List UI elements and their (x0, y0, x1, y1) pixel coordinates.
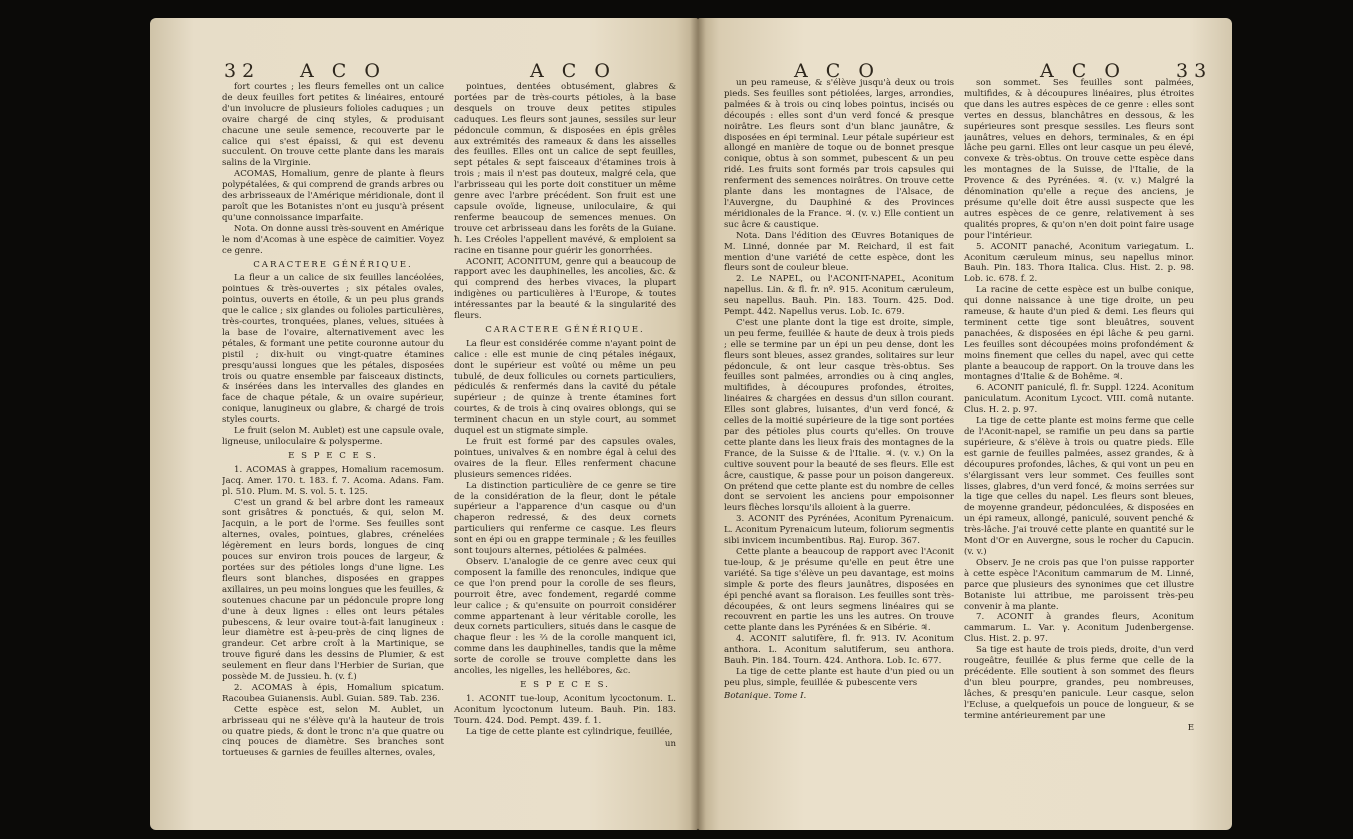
paragraph: Le fruit est formé par des capsules ovales, pointues, univalves & en nombre égal à celui des ovaires de la fleur. Elles renferment chacune plusieurs semences ridées. (454, 437, 676, 480)
right-columns (724, 78, 1194, 820)
running-head-right-2: A C O (1040, 60, 1126, 82)
paragraph: Cette espèce est, selon M. Aublet, un arbrisseau qui ne s'élève qu'à la hauteur de trois ou quatre pieds, & dont le tronc n'a que quatre ou cinq pouces de diamètre. Ses branches sont tortueuses & garnies de feuilles alternes, ovales, (222, 704, 444, 759)
paragraph: 5. ACONIT panaché, Aconitum variegatum. L. Aconitum cæruleum minus, seu napellus minor. Bauh. Pin. 183. Thora Italica. Clus. Hist. 2. p. 98. Lob. ic. 678. f. 2. (964, 241, 1194, 285)
paragraph: C'est une plante dont la tige est droite, simple, un peu ferme, feuillée & haute de deux à trois pieds ; elle se termine par un épi un peu dense, dont les fleurs sont bleues, assez grandes, solitaires sur leur pédoncule, & ont leur casque très-obtus. Ses feuilles sont palmées, arrondies ou à cinq angles, multifides, à découpures profondes, étroites, linéaires & chargées en dessus d'un sillon courant. Elles sont glabres, luisantes, d'un verd foncé, & celles de la moitié supérieure de la tige sont portées par des pétioles plus courts qu'elles. On trouve cette plante dans les lieux frais des montagnes de la France, de la Suisse & de l'Italie. ♃. (v. v.) On la cultive souvent pour la beauté de ses fleurs. Elle est âcre, caustique, & passe pour un poison dangereux. On prétend que cette plante est du nombre de celles dont se servoient les anciens pour empoisonner leurs flèches lorsqu'ils alloient à la guerre. (724, 317, 954, 514)
running-head-left-1: A C O (300, 60, 386, 82)
paragraph: La racine de cette espèce est un bulbe conique, qui donne naissance à une tige droite, un peu rameuse, & haute d'un pied & demi. Les fleurs qui terminent cette tige sont bleuâtres, souvent panachées, & disposées en épi lâche & peu garni. Les feuilles sont découpées moins profondément & moins finement que celles du napel, avec qui cette plante a beaucoup de rapport. On la trouve dans les montagnes d'Italie & de Bohême. ♃. (964, 285, 1194, 383)
paragraph: La fleur a un calice de six feuilles lancéolées, pointues & très-ouvertes ; six pétales ovales, pointus, ouverts en étoile, & un peu plus grands que le calice ; six glandes ou folioles particulières, très-courtes, tronquées, planes, velues, situées à la base de l'ovaire, alternativement avec les pétales, & formant une petite couronne autour du pistil ; dix-huit ou vingt-quatre étamines presqu'aussi longues que les pétales, disposées trois ou quatre ensemble par faisceaux distincts, & insérées dans les intervalles des glandes en face de chaque pétale, & un ovaire supérieur, conique, lanugineux ou glabre, & chargé de trois styles courts. (222, 273, 444, 426)
paragraph: fort courtes ; les fleurs femelles ont un calice de deux feuilles fort petites & linéaires, entouré d'un involucre de plusieurs folioles caduques ; un ovaire chargé de cinq styles, & produisant chacune une seule semence, recouverte par le calice qui s'est épaissi, & qui est devenu succulent. On trouve cette plante dans les marais salins de la Virginie. (222, 82, 444, 169)
paragraph: 3. ACONIT des Pyrénées, Aconitum Pyrenaicum. L. Aconitum Pyrenaicum luteum, foliorum segmentis sibi invicem incumbentibus. Raj. Europ. 367. (724, 514, 954, 547)
paragraph: ACONIT, ACONITUM, genre qui a beaucoup de rapport avec les dauphinelles, les ancolies, &c. & qui comprend des herbes vivaces, la plupart indigènes ou particulières à l'Europe, & toutes intéressantes par la beauté & la singularité des fleurs. (454, 256, 676, 322)
paragraph: 6. ACONIT paniculé, fl. fr. Suppl. 1224. Aconitum paniculatum. Aconitum Lycoct. VIII. comâ nutante. Clus. H. 2. p. 97. (964, 383, 1194, 416)
section-heading: E S P E C E S. (288, 450, 378, 461)
section-heading: CARACTERE GÉNÉRIQUE. (485, 324, 645, 335)
left-page (150, 18, 698, 830)
paragraph: Nota. Dans l'édition des Œuvres Botaniques de M. Linné, donnée par M. Reichard, il est fait mention d'une variété de cette espèce, dont les fleurs sont de couleur bleue. (724, 230, 954, 274)
right-page (698, 18, 1232, 830)
paragraph: La tige de cette plante est moins ferme que celle de l'Aconit-napel, se ramifie un peu dans sa partie supérieure, & s'élève à trois ou quatre pieds. Elle est garnie de feuilles palmées, assez grandes, & à découpures profondes, lâches, & qui vont un peu en s'élargissant vers leur sommet. Ces feuilles sont lisses, glabres, d'un verd foncé, & moins serrées sur la tige que celles du napel. Les fleurs sont bleues, de moyenne grandeur, pédonculées, & disposées en un épi rameux, allongé, paniculé, souvent penché & très-lâche. J'ai trouvé cette plante en quantité sur le Mont d'Or en Auvergne, sous le rocher du Capucin. (v. v.) (964, 416, 1194, 557)
left-column-1 (222, 82, 444, 820)
left-column-2 (454, 82, 676, 820)
paragraph: pointues, dentées obtusément, glabres & portées par de très-courts pétioles, à la base desquels on trouve deux petites stipules caduques. Les fleurs sont jaunes, sessiles sur leur pédoncule commun, & disposées en épis grêles aux extrémités des rameaux & dans les aisselles des feuilles. Elles ont un calice de sept feuilles, sept pétales & sept faisceaux d'étamines trois à trois ; mais il n'est pas douteux, malgré cela, que l'arbrisseau qui les porte doit constituer un même genre avec l'arbre précédent. Son fruit est une capsule ovoïde, ligneuse, uniloculaire, & qui renferme beaucoup de semences menues. On trouve cet arbrisseau dans les forêts de la Guiane. ħ. Les Créoles l'appellent mavévé, & emploient sa racine en tisanne pour guérir les gonorrhées. (454, 82, 676, 256)
paragraph: un peu rameuse, & s'élève jusqu'à deux ou trois pieds. Ses feuilles sont pétiolées, larges, arrondies, palmées & à trois ou cinq lobes pointus, incisés ou découpés : elles sont d'un verd foncé & presque noirâtre. Les fleurs sont d'un blanc jaunâtre, & disposées en épi terminal. Leur pétale supérieur est allongé en manière de toque ou de bonnet presque conique, obtus à son sommet, pubescent & un peu ridé. Les fruits sont formés par trois capsules qui renferment des semences noirâtres. On trouve cette plante dans les montagnes de l'Alsace, de l'Auvergne, du Dauphiné & des Provinces méridionales de la France. ♃. (v. v.) Elle contient un suc âcre & caustique. (724, 78, 954, 230)
paragraph: Le fruit (selon M. Aublet) est une capsule ovale, ligneuse, uniloculaire & polysperme. (222, 426, 444, 447)
right-column-1 (724, 78, 954, 820)
paragraph: Nota. On donne aussi très-souvent en Amérique le nom d'Acomas à une espèce de caimitier. Voyez ce genre. (222, 223, 444, 256)
running-head-left-2: A C O (530, 60, 616, 82)
paragraph: Observ. Je ne crois pas que l'on puisse rapporter à cette espèce l'Aconitum cammarum de M. Linné, parce que plusieurs des synonimes que cet illustre Botaniste lui attribue, me paroissent très-peu convenir à ma plante. (964, 557, 1194, 612)
paragraph: 2. Le NAPEL, ou l'ACONIT-NAPEL, Aconitum napellus. Lin. & fl. fr. nº. 915. Aconitum cæruleum, seu napellus. Bauh. Pin. 183. Tourn. 425. Dod. Pempt. 442. Napellus verus. Lob. Ic. 679. (724, 274, 954, 318)
running-head-right-1: A C O (794, 60, 880, 82)
section-heading: E S P E C E S. (520, 679, 610, 690)
paragraph: La tige de cette plante est cylindrique, feuillée, (466, 726, 673, 737)
paragraph: La fleur est considérée comme n'ayant point de calice : elle est munie de cinq pétales inégaux, dont le supérieur est voûté ou même un peu tubulé, de deux follicules ou cornets particuliers, pédiculés & renfermés dans la cavité du pétale supérieur ; de quinze à trente étamines fort courtes, & de trois à cinq ovaires oblongs, qui se terminent chacun en un style court, au sommet duquel est un stigmate simple. (454, 338, 676, 437)
paragraph: 4. ACONIT salutifère, fl. fr. 913. IV. Aconitum anthora. L. Aconitum salutiferum, seu anthora. Bauh. Pin. 184. Tourn. 424. Anthora. Lob. Ic. 677. (724, 634, 954, 667)
paragraph: Observ. L'analogie de ce genre avec ceux qui composent la famille des renoncules, indique que ce que l'on prend pour la corolle de ses fleurs, pourroit être, avec fondement, regardé comme leur calice ; & qu'ensuite on pourroit considérer comme appartenant à leur véritable corolle, les deux cornets particuliers, situés dans le casque de chaque fleur : les ⅔ de la corolle manquent ici, comme dans les dauphinelles, tandis que la même sorte de corolle se trouve complette dans les ancolies, les nigelles, les hellébores, &c. (454, 556, 676, 677)
paragraph: 1. ACOMAS à grappes, Homalium racemosum. Jacq. Amer. 170. t. 183. f. 7. Acoma. Adans. Fam. pl. 510. Plum. M. S. vol. 5. t. 125. (222, 464, 444, 497)
paragraph: 7. ACONIT à grandes fleurs, Aconitum cammarum. L. Var. γ. Aconitum Judenbergense. Clus. Hist. 2. p. 97. (964, 612, 1194, 645)
paragraph: C'est un grand & bel arbre dont les rameaux sont grisâtres & ponctués, & qui, selon M. Jacquin, a le port de l'orme. Ses feuilles sont alternes, ovales, pointues, glabres, crénelées légèrement en leurs bords, longues de cinq pouces sur environ trois pouces de largeur, & portées sur des pétioles longs d'une ligne. Les fleurs sont blanches, disposées en grappes axillaires, un peu moins longues que les feuilles, & soutenues chacune par un pédoncule propre long d'une à deux lignes : elles ont leurs pétales pubescens, & leur ovaire tout-à-fait lanugineux : leur diamètre est à-peu-près de cinq lignes de grandeur. Cet arbre croît à la Martinique, se trouve figuré dans les dessins de Plumier, & est seulement en fleur dans l'Herbier de Surian, que possède M. de Jussieu. ħ. (v. f.) (222, 497, 444, 683)
paragraph: La distinction particulière de ce genre se tire de la considération de la fleur, dont le pétale supérieur a l'apparence d'un casque ou d'un chaperon redressé, & des deux cornets particuliers qui renferme ce casque. Les fleurs sont en épi ou en grappe terminale ; & les feuilles sont toujours alternes, pétiolées & palmées. (454, 480, 676, 557)
page-number-right: 33 (1176, 60, 1213, 82)
paragraph: 1. ACONIT tue-loup, Aconitum lycoctonum. L. Aconitum lycoctonum luteum. Bauh. Pin. 183. Tourn. 424. Dod. Pempt. 439. f. 1. (454, 693, 676, 726)
paragraph: La tige de cette plante est haute d'un pied ou un peu plus, simple, feuillée & pubescente vers (724, 666, 954, 688)
catchword: un (664, 739, 676, 750)
paragraph: Sa tige est haute de trois pieds, droite, d'un verd rougeâtre, feuillée & plus ferme que celle de la précédente. Elle soutient à son sommet des fleurs d'un bleu pourpre, grandes, peu nombreuses, lâches, & presqu'en panicule. Leur casque, selon l'Ecluse, a quelquefois un pouce de longueur, & se termine antérieurement par une (964, 645, 1194, 721)
paragraph: Cette plante a beaucoup de rapport avec l'Aconit tue-loup, & je présume qu'elle en peut être une variété. Sa tige s'élève un peu davantage, est moins simple & porte des fleurs jaunâtres, disposées en épi penché avant sa floraison. Les feuilles sont très-découpées, & ont leurs segmens linéaires qui se recouvrent en partie les uns les autres. On trouve cette plante dans les Pyrénées & en Sibérie. ♃. (724, 546, 954, 634)
paragraph: son sommet. Ses feuilles sont palmées, multifides, & à découpures linéaires, plus étroites que dans les autres espèces de ce genre : elles sont vertes en dessus, blanchâtres en dessous, & les supérieures sont presque sessiles. Les fleurs sont jaunâtres, velues en dehors, terminales, & en épi lâche peu garni. Elles ont leur casque un peu élevé, convexe & très-obtus. On trouve cette espèce dans les montagnes de la Suisse, de l'Italie, de la Provence & des Pyrénées. ♃. (v. v.) Malgré la dénomination qu'elle a reçue des anciens, je présume qu'elle doit être aussi suspecte que les autres espèces de ce genre, relativement à ses qualités propres, & qu'on n'en doit point faire usage pour l'intérieur. (964, 78, 1194, 241)
left-columns (222, 82, 676, 820)
section-heading: CARACTERE GÉNÉRIQUE. (253, 259, 413, 270)
signature-mark: E (1187, 723, 1194, 734)
open-book (150, 18, 1232, 830)
right-column-2 (964, 78, 1194, 820)
volume-footer: Botanique. Tome I. (724, 690, 807, 701)
paragraph: 2. ACOMAS à épis, Homalium spicatum. Racoubea Guianensis. Aubl. Guian. 589. Tab. 236. (222, 682, 444, 704)
page-number-left: 32 (224, 60, 261, 82)
paragraph: ACOMAS, Homalium, genre de plante à fleurs polypétalées, & qui comprend de grands arbres ou des arbrisseaux de l'Amérique méridionale, dont il paroît que les Botanistes n'ont eu jusqu'à présent qu'une connoissance imparfaite. (222, 169, 444, 223)
